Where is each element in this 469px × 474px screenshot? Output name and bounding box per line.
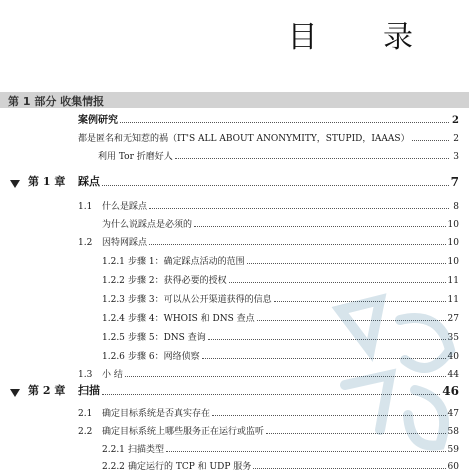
toc-entry-page: 10: [447, 238, 459, 248]
toc-entry-page: 8: [453, 202, 459, 212]
toc-entry-text: 步骤 6：网络侦察: [128, 352, 200, 362]
toc-entry-page: 40: [447, 352, 459, 362]
toc-entry-1-2-5[interactable]: [102, 329, 459, 343]
toc-entry-number: 2.1: [78, 409, 93, 419]
leader-dots: [202, 358, 446, 359]
toc-entry-why-footprint[interactable]: [102, 216, 459, 230]
toc-entry-page: 11: [447, 295, 459, 305]
toc-entry-page: 27: [447, 314, 459, 324]
toc-entry-text: 步骤 2：获得必要的授权: [128, 276, 227, 286]
toc-entry-text: 案例研究: [78, 115, 118, 126]
toc-entry-page: 2: [452, 115, 459, 126]
toc-entry-2-1[interactable]: [78, 405, 459, 419]
toc-entry-page: 3: [453, 152, 459, 162]
toc-entry-number: 2.2.2: [102, 462, 125, 472]
leader-dots: [208, 339, 446, 340]
part-heading-bar: [0, 92, 469, 108]
toc-entry-iaaas[interactable]: [78, 130, 459, 144]
leader-dots: [274, 301, 446, 302]
toc-entry-1-1[interactable]: [78, 198, 459, 212]
toc-entry-2-2-1[interactable]: [102, 441, 459, 455]
toc-entry-number: 1.2.3: [102, 295, 125, 305]
leader-dots: [102, 394, 440, 395]
toc-chapter-number: 第 1 章: [28, 175, 66, 188]
toc-entry-number: 1.2.4: [102, 314, 125, 324]
toc-entry-page: 10: [447, 257, 459, 267]
toc-entry-page: 7: [450, 175, 459, 189]
leader-dots: [175, 158, 449, 159]
toc-entry-page: 47: [447, 409, 459, 419]
toc-entry-text: 什么是踩点: [102, 202, 148, 212]
toc-entry-page: 44: [447, 370, 459, 380]
toc-entry-number: 1.2: [78, 238, 93, 248]
toc-entry-1-2-2[interactable]: [102, 272, 459, 286]
leader-dots: [125, 376, 446, 377]
toc-entry-page: 46: [442, 384, 459, 398]
toc-entry-text: 确定目标系统是否真实存在: [102, 409, 211, 419]
toc-entry-number: 2.2: [78, 427, 93, 437]
leader-dots: [166, 451, 446, 452]
toc-entry-text: 步骤 5：DNS 查询: [128, 333, 206, 343]
toc-entry-2-2-2[interactable]: [102, 458, 459, 472]
toc-chapter-2[interactable]: [28, 384, 459, 398]
leader-dots: [412, 140, 449, 141]
toc-entry-text: 确定运行的 TCP 和 UDP 服务: [128, 462, 252, 472]
toc-entry-page: 11: [447, 276, 459, 286]
toc-entry-text: 步骤 1：确定踩点活动的范围: [128, 257, 245, 267]
toc-entry-1-3[interactable]: [78, 366, 459, 380]
toc-entry-page: 35: [447, 333, 459, 343]
toc-entry-number: 1.2.2: [102, 276, 125, 286]
toc-entry-page: 2: [453, 134, 459, 144]
leader-dots: [212, 415, 446, 416]
toc-entry-tor[interactable]: [98, 148, 459, 162]
toc-entry-2-2[interactable]: [78, 423, 459, 437]
toc-chapter-number: 第 2 章: [28, 384, 66, 397]
toc-entry-text: 利用 Tor 折磨好人: [98, 152, 173, 162]
toc-entry-case-study[interactable]: [78, 112, 459, 126]
toc-entry-number: 1.2.5: [102, 333, 125, 343]
toc-entry-1-2-3[interactable]: [102, 291, 459, 305]
toc-entry-1-2-6[interactable]: [102, 348, 459, 362]
toc-entry-text: 扫描: [78, 384, 100, 397]
toc-entry-1-2-1[interactable]: [102, 253, 459, 267]
toc-entry-number: 1.2.6: [102, 352, 125, 362]
page-title: 目 录: [287, 20, 441, 55]
part-heading-label: 第 1 部分 收集情报: [8, 95, 105, 108]
toc-entry-page: 60: [447, 462, 459, 472]
toc-entry-page: 10: [447, 220, 459, 230]
leader-dots: [229, 282, 446, 283]
toc-entry-text: 确定目标系统上哪些服务正在运行或监听: [102, 427, 265, 437]
toc-entry-page: 59: [447, 445, 459, 455]
toc-entry-number: 1.2.1: [102, 257, 125, 267]
chapter-triangle-icon: [10, 389, 20, 397]
leader-dots: [253, 468, 445, 469]
toc-entry-number: 1.1: [78, 202, 93, 212]
toc-entry-text: 小 结: [102, 370, 123, 380]
toc-entry-1-2-4[interactable]: [102, 310, 459, 324]
leader-dots: [194, 226, 446, 227]
leader-dots: [149, 244, 446, 245]
toc-chapter-1[interactable]: [28, 175, 459, 189]
leader-dots: [266, 433, 446, 434]
leader-dots: [102, 185, 449, 186]
leader-dots: [257, 320, 446, 321]
leader-dots: [120, 122, 449, 123]
toc-entry-number: 1.3: [78, 370, 93, 380]
toc-entry-text: 都是匿名和无知惹的祸（IT'S ALL ABOUT ANONYMITY，STUPID，IAAAS）: [78, 134, 410, 144]
toc-entry-1-2[interactable]: [78, 234, 459, 248]
toc-entry-text: 步骤 4：WHOIS 和 DNS 查点: [128, 314, 255, 324]
leader-dots: [247, 263, 446, 264]
toc-entry-text: 扫描类型: [128, 445, 165, 455]
toc-entry-text: 为什么说踩点是必须的: [102, 220, 193, 230]
toc-entry-number: 2.2.1: [102, 445, 125, 455]
toc-entry-text: 踩点: [78, 175, 100, 188]
leader-dots: [149, 208, 449, 209]
toc-entry-text: 因特网踩点: [102, 238, 148, 248]
toc-entry-text: 步骤 3：可以从公开渠道获得的信息: [128, 295, 272, 305]
toc-entry-page: 58: [447, 427, 459, 437]
chapter-triangle-icon: [10, 180, 20, 188]
